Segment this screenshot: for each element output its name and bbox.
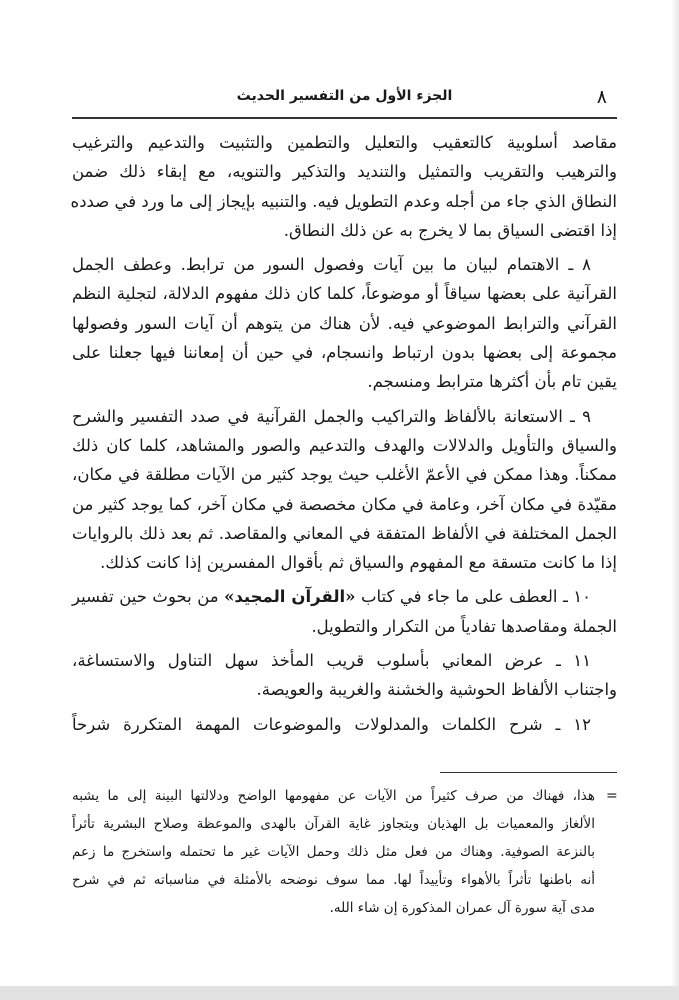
paragraph [72, 646, 617, 705]
footnote-line: أنه باطنها تأثراً بالأهواء وتأييداً لها. مما سوف نوضحه بالأمثلة في مناسباته ثم في شرح [72, 872, 595, 888]
paragraph [72, 128, 617, 245]
footnote-rule [440, 772, 617, 773]
page-header [72, 86, 617, 112]
paragraph [72, 250, 617, 396]
text-line: إذا ما كانت متسقة مع المفهوم والسياق ثم بأقوال المفسرين إذا كانت كذلك. [100, 553, 617, 573]
text-line: القرآني والترابط الموضوعي فيه. لأن هناك من يتوهم أن آيات السور وفصولها [72, 313, 617, 333]
text-line: يقين تام بأن أكثرها مترابط ومنسجم. [367, 372, 617, 392]
page-edge-shadow [671, 0, 679, 1000]
text-line: ممكناً. وهذا ممكن في الأعمّ الأغلب حيث يوجد كثير من الآيات مطلقة في مكان، [72, 465, 617, 485]
text-segment: من بحوث حين تفسير [72, 587, 225, 607]
text-line: ٩ ـ الاستعانة بالألفاظ والتراكيب والجمل القرآنية في صدد التفسير والشرح [72, 406, 591, 426]
text-line: مقيّدة في مكان آخر، وعامة في مكان مخصصة في مكان آخر، كما يوجد كثير من [72, 494, 617, 514]
running-title: الجزء الأول من التفسير الحديث [236, 88, 453, 104]
text-line: مجموعة إلى بعضها بدون ارتباط وانسجام، في حين أن إمعاننا فيها جعلنا على [72, 343, 617, 363]
text-line: ١١ ـ عرض المعاني بأسلوب قريب المأخذ سهل التناول والاستساغة، [72, 651, 591, 671]
footnote-line: الألغاز والمعميات بل الهذيان ويتجاوز غاية القرآن بالهدى والموعظة وصلاح البشرية تأثراً [72, 816, 595, 832]
text-line: القرآنية على بعضها سياقاً أو موضوعاً، كلما كان ذلك مفهوم الدلالة، لتجلية النظم [72, 284, 617, 304]
page-number: ٨ [596, 86, 607, 108]
body-text [72, 128, 617, 744]
footnote [72, 782, 595, 922]
text-line: ٨ ـ الاهتمام لبيان ما بين آيات وفصول السور من ترابط. وعطف الجمل [72, 255, 591, 275]
text-line: واجتناب الألفاظ الحوشية والخشنة والغريبة والعويصة. [256, 680, 617, 700]
book-title: «القرآن المجيد» [224, 587, 356, 607]
text-line: ١٢ ـ شرح الكلمات والمدلولات والموضوعات المهمة المتكررة شرحاً [72, 714, 591, 734]
paragraph [72, 402, 617, 578]
footnote-line: بالنزعة الصوفية. وهناك من فعل مثل ذلك وحمل الآيات غير ما تحتمله واستخرج ما زعم [72, 844, 595, 860]
paragraph [72, 710, 617, 739]
footnote-line: هذا، فهناك من صرف كثيراً من الآيات عن مفهومها الواضح ودلالتها البينة إلى ما يشبه [72, 788, 595, 804]
text-line [72, 582, 617, 611]
text-segment: ١٠ ـ العطف على ما جاء في كتاب [355, 587, 591, 607]
footnote-continuation-mark: = [606, 788, 618, 804]
footnote-line: مدى آية سورة آل عمران المذكورة إن شاء الله. [329, 900, 595, 916]
text-line: النطاق الذي جاء من أجله وعدم التطويل فيه. والتنبيه بإيجاز إلى ما ورد في صدده [70, 191, 617, 211]
scan-bottom-band [0, 986, 679, 1000]
text-line: والترهيب والتقريب والتمثيل والتنديد والتذكير والتنويه، مع إبقاء ذلك ضمن [72, 162, 617, 182]
paragraph [72, 582, 617, 641]
text-line: مقاصد أسلوبية كالتعقيب والتعليل والتطمين والتثبيت والتدعيم والترغيب [72, 133, 617, 152]
text-line: الجمل المختلفة في الألفاظ المتفقة في المعاني والمقاصد. ثم بعد ذلك بالروايات [72, 523, 617, 543]
text-line: والسياق والتأويل والدلالات والهدف والتدعيم والصور والمشاهد، كلما كان ذلك [72, 435, 617, 455]
text-line: إذا اقتضى السياق بما لا يخرج به عن ذلك النطاق. [283, 220, 617, 240]
header-rule [72, 117, 617, 119]
text-line: الجملة ومقاصدها تفادياً من التكرار والتطويل. [311, 616, 617, 636]
